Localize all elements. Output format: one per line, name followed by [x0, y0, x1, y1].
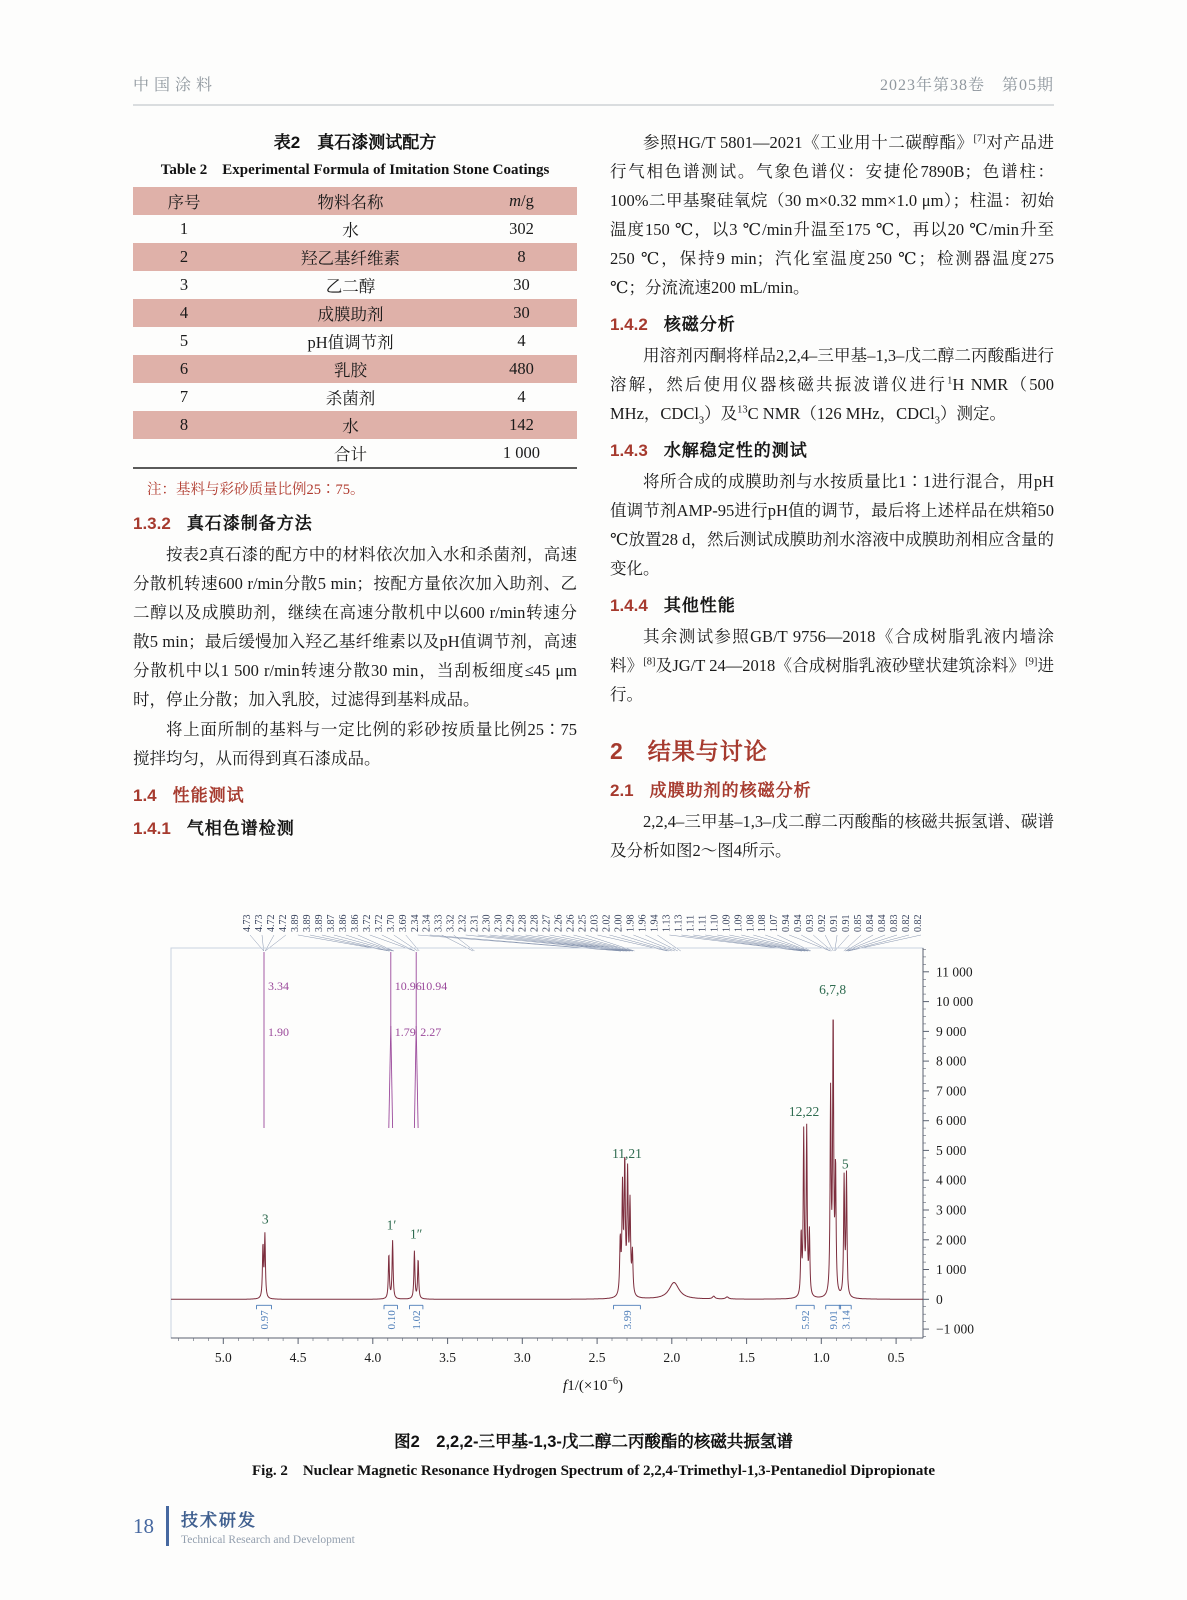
svg-text:3: 3: [261, 1211, 269, 1227]
section-heading-132: [133, 509, 577, 534]
table-row: [133, 215, 577, 243]
section-number: 1.4.1: [133, 819, 171, 838]
svg-text:1.94: 1.94: [649, 914, 661, 932]
table-cell: 水: [342, 221, 359, 240]
svg-text:−1 000: −1 000: [936, 1321, 974, 1337]
svg-text:0.92: 0.92: [817, 914, 829, 932]
two-column-body: [133, 128, 1054, 866]
svg-text:1.96: 1.96: [637, 914, 649, 932]
svg-text:2.00: 2.00: [613, 914, 625, 932]
table-row: [133, 383, 577, 411]
svg-text:10.96: 10.96: [394, 979, 422, 993]
right-column: [610, 128, 1054, 866]
svg-text:3.86: 3.86: [337, 914, 349, 932]
paragraph: 其余测试参照GB/T 9756—2018《合成树脂乳液内墙涂料》[8]及JG/T 24—2018《合成树脂乳液砂壁状建筑涂料》[9]进行。: [610, 627, 1055, 704]
section-title: 水解稳定性的测试: [663, 441, 808, 460]
footer-divider-bar: [166, 1506, 169, 1546]
svg-text:6,7,8: 6,7,8: [819, 982, 847, 998]
svg-text:1.10: 1.10: [709, 914, 721, 932]
svg-text:7 000: 7 000: [936, 1083, 967, 1099]
paragraph: 2,2,4–三甲基–1,3–戊二醇二丙酸酯的核磁共振氢谱、碳谱及分析如图2～图4所示。: [610, 812, 1054, 860]
svg-text:4.5: 4.5: [289, 1350, 307, 1365]
svg-text:4.72: 4.72: [277, 914, 289, 932]
svg-text:2.30: 2.30: [493, 914, 505, 932]
svg-text:5.92: 5.92: [800, 1310, 813, 1330]
section-number: 1.4.3: [610, 441, 648, 460]
table-caption-cn: 表2 真石漆测试配方: [273, 133, 437, 152]
table-cell: 8: [517, 247, 526, 266]
table-cell: 水: [342, 417, 359, 436]
svg-text:5: 5: [841, 1156, 849, 1172]
section-heading-14: [133, 781, 577, 806]
svg-text:3 000: 3 000: [936, 1202, 967, 1218]
table-cell: 7: [179, 387, 189, 406]
section-title: 成膜助剂的核磁分析: [649, 781, 812, 800]
svg-text:2.27: 2.27: [541, 914, 553, 932]
table-row: [133, 299, 577, 327]
svg-text:2.34: 2.34: [421, 914, 433, 932]
section-number: 2.1: [610, 781, 634, 800]
svg-text:6 000: 6 000: [936, 1113, 967, 1129]
paragraph: 按表2真石漆的配方中的材料依次加入水和杀菌剂，高速分散机转速600 r/min分散5 min；按配方量依次加入助剂、乙二醇以及成膜助剂，继续在高速分散机中以600 r/min转速分散5 min；最后缓慢加入羟乙基纤维素以及pH值调节剂，高速分散机中以1 500 r/min转速分散30 min，当刮板细度≤45 μm时，停止分散；加入乳胶，过滤得到基料成品。: [133, 545, 577, 709]
table-note: 注：基料与彩砂质量比例25∶75。: [147, 482, 365, 498]
section-heading-21: [610, 776, 1054, 801]
svg-text:2.28: 2.28: [517, 914, 529, 932]
nmr-spectrum-chart: [133, 876, 1033, 1421]
table-cell: 480: [509, 359, 534, 378]
table-cell: 30: [513, 275, 530, 294]
formula-table-header: [133, 187, 577, 215]
section-title: 其他性能: [663, 596, 736, 615]
page-number: 18: [133, 1513, 154, 1538]
table-cell: 142: [509, 415, 534, 434]
svg-text:1.11: 1.11: [685, 914, 697, 932]
svg-text:3.89: 3.89: [289, 914, 301, 932]
table-cell: 成膜助剂: [317, 305, 384, 324]
svg-text:10 000: 10 000: [936, 994, 974, 1010]
svg-text:4.72: 4.72: [266, 914, 277, 932]
svg-text:12,22: 12,22: [788, 1104, 820, 1120]
svg-text:8 000: 8 000: [936, 1053, 967, 1069]
table-cell: 2: [179, 247, 189, 266]
paragraph: 参照HG/T 5801—2021《工业用十二碳醇酯》[7]对产品进行气相色谱测试。气象色谱仪：安捷伦7890B；色谱柱：100%二甲基聚硅氧烷（30 m×0.32 mm×1.0 μm）；柱温：初始温度150 ℃，以3 ℃/min升温至175 ℃，再以20 ℃/min升至250 ℃，保持9 min；汽化室温度250 ℃；检测器温度275 ℃；分流流速200 mL/min。: [610, 133, 1055, 297]
journal-name: 中国涂料: [133, 77, 218, 94]
svg-text:0.83: 0.83: [889, 914, 900, 932]
svg-text:2.27: 2.27: [420, 1025, 442, 1039]
svg-text:1.5: 1.5: [738, 1350, 756, 1365]
svg-text:2 000: 2 000: [936, 1232, 967, 1248]
svg-text:0.85: 0.85: [853, 914, 865, 932]
column-header: m/g: [509, 191, 534, 210]
table-cell: 乳胶: [334, 361, 368, 380]
svg-text:5.0: 5.0: [214, 1350, 232, 1365]
svg-text:1″: 1″: [410, 1226, 423, 1242]
svg-text:2.26: 2.26: [565, 914, 577, 932]
svg-text:3.14: 3.14: [840, 1310, 853, 1330]
svg-text:3.86: 3.86: [349, 914, 361, 932]
svg-text:3.33: 3.33: [433, 914, 445, 932]
svg-text:2.28: 2.28: [529, 914, 541, 932]
table-row: [133, 327, 577, 355]
table-row: [133, 243, 577, 271]
svg-text:1.07: 1.07: [769, 914, 781, 932]
svg-text:4 000: 4 000: [936, 1172, 967, 1188]
svg-text:0.5: 0.5: [887, 1350, 905, 1365]
section-number: 1.3.2: [133, 514, 171, 533]
total-value: 1 000: [466, 439, 577, 468]
svg-text:2.31: 2.31: [469, 914, 481, 932]
table-cell: 羟乙基纤维素: [301, 249, 401, 268]
table-row: [133, 271, 577, 299]
svg-text:3.34: 3.34: [268, 979, 289, 993]
table-cell: 4: [517, 387, 526, 406]
svg-text:1.0: 1.0: [812, 1350, 830, 1365]
svg-text:3.0: 3.0: [513, 1350, 531, 1365]
section-heading-141: [133, 814, 577, 839]
section-title: 气相色谱检测: [186, 819, 295, 838]
svg-text:1.08: 1.08: [745, 914, 757, 932]
svg-text:1.79: 1.79: [394, 1025, 416, 1039]
paragraph: 用溶剂丙酮将样品2,2,4–三甲基–1,3–戊二醇二丙酸酯进行溶解，然后使用仪器核磁共振波谱仪进行$^1$H NMR（500 MHz，CDCl$_3$）及$^{13}$C NMR（126 MHz，CDCl$_3$）测定。: [610, 346, 1054, 427]
svg-text:2.03: 2.03: [589, 914, 601, 932]
svg-text:4.73: 4.73: [242, 914, 253, 932]
svg-text:1.13: 1.13: [673, 914, 685, 932]
svg-text:2.26: 2.26: [553, 914, 565, 932]
paragraph: 将所合成的成膜助剂与水按质量比1∶1进行混合，用pH值调节剂AMP-95进行pH值的调节，最后将上述样品在烘箱50 ℃放置28 d，然后测试成膜助剂水溶液中成膜助剂相应含量的变化。: [610, 472, 1054, 578]
column-header: 物料名称: [317, 193, 384, 212]
svg-text:0.94: 0.94: [781, 914, 793, 932]
table-cell: pH值调节剂: [307, 333, 394, 352]
table-total-row: [133, 439, 577, 468]
svg-text:1′: 1′: [386, 1217, 397, 1233]
table-cell: 302: [509, 219, 534, 238]
svg-text:2.5: 2.5: [588, 1350, 606, 1365]
section-title: 性能测试: [172, 786, 245, 805]
section-title: 真石漆制备方法: [186, 514, 313, 533]
svg-text:3.72: 3.72: [361, 914, 373, 932]
section-title: 结果与讨论: [647, 738, 768, 764]
svg-text:0: 0: [936, 1291, 943, 1307]
total-label: 合计: [235, 439, 466, 468]
svg-text:0.10: 0.10: [385, 1310, 398, 1330]
table-row: [133, 411, 577, 439]
table-cell: 4: [179, 303, 189, 322]
page-header: [133, 72, 1054, 106]
footer-section-block: [181, 1506, 355, 1546]
svg-text:0.91: 0.91: [841, 914, 853, 932]
table-cell: 1: [179, 219, 189, 238]
svg-text:0.82: 0.82: [913, 914, 924, 932]
svg-text:2.29: 2.29: [505, 914, 517, 932]
table-cell: 30: [513, 303, 530, 322]
svg-text:2.34: 2.34: [409, 914, 421, 932]
page-footer: [133, 1506, 1054, 1546]
svg-text:1.02: 1.02: [411, 1310, 424, 1330]
table-cell: 5: [179, 331, 189, 350]
svg-text:0.84: 0.84: [865, 914, 877, 932]
svg-text:9 000: 9 000: [936, 1023, 967, 1039]
svg-text:1 000: 1 000: [936, 1262, 967, 1277]
svg-text:9.01: 9.01: [828, 1310, 841, 1330]
svg-text:2.25: 2.25: [577, 914, 589, 932]
section-heading-144: [610, 591, 1054, 616]
svg-text:2.0: 2.0: [663, 1350, 681, 1365]
footer-section-en: Technical Research and Development: [181, 1534, 355, 1546]
column-header: 序号: [167, 193, 201, 212]
svg-text:0.82: 0.82: [901, 914, 912, 932]
svg-text:3.89: 3.89: [301, 914, 313, 932]
svg-text:10.94: 10.94: [420, 979, 448, 993]
table-caption-en: Table 2 Experimental Formula of Imitation Stone Coatings: [160, 162, 550, 178]
svg-text:4.0: 4.0: [364, 1350, 382, 1365]
nmr-spectrum-svg-host: [133, 876, 1054, 1426]
paragraph: 将上面所制的基料与一定比例的彩砂按质量比例25∶75搅拌均匀，从而得到真石漆成品。: [133, 720, 577, 768]
section-heading-142: [610, 310, 1054, 335]
table-cell: 杀菌剂: [325, 389, 376, 408]
svg-text:3.5: 3.5: [439, 1350, 457, 1365]
svg-text:0.91: 0.91: [829, 914, 841, 932]
svg-text:0.84: 0.84: [877, 914, 889, 932]
svg-text:3.32: 3.32: [445, 914, 457, 932]
svg-text:1.09: 1.09: [721, 914, 733, 932]
table-cell: 3: [179, 275, 189, 294]
figure-2: [133, 876, 1054, 1480]
svg-text:3.69: 3.69: [397, 914, 409, 932]
svg-text:3.89: 3.89: [313, 914, 325, 932]
section-number: 1.4: [133, 786, 157, 805]
svg-text:3.72: 3.72: [373, 914, 385, 932]
svg-text:2.02: 2.02: [601, 914, 613, 932]
svg-text:0.93: 0.93: [805, 914, 817, 932]
footer-section-cn: 技术研发: [181, 1511, 257, 1530]
svg-text:f1/(×10−6): $f1/(\times 10^{-6})$: [563, 1376, 623, 1394]
section-number: 2: [610, 738, 624, 764]
table-row: [133, 355, 577, 383]
svg-text:1.08: 1.08: [757, 914, 769, 932]
svg-text:2.30: 2.30: [481, 914, 493, 932]
section-heading-2: [610, 733, 1054, 766]
svg-text:2.32: 2.32: [457, 914, 469, 932]
section-title: 核磁分析: [663, 315, 736, 334]
formula-table: [133, 187, 577, 469]
svg-text:1.13: 1.13: [661, 914, 673, 932]
svg-text:11 000: 11 000: [936, 964, 973, 980]
table-cell: 乙二醇: [325, 277, 376, 296]
table-cell: 4: [517, 331, 526, 350]
section-number: 1.4.2: [610, 315, 648, 334]
figure-caption-cn: 图2 2,2,2-三甲基-1,3-戊二醇二丙酸酯的核磁共振氢谱: [394, 1433, 793, 1451]
table-cell: [133, 439, 235, 468]
svg-text:1.09: 1.09: [733, 914, 745, 932]
svg-text:3.87: 3.87: [325, 914, 337, 932]
svg-text:0.94: 0.94: [793, 914, 805, 932]
formula-table-body: [133, 215, 577, 468]
svg-text:1.98: 1.98: [625, 914, 637, 932]
svg-text:0.97: 0.97: [259, 1310, 271, 1330]
svg-text:3.70: 3.70: [385, 914, 397, 932]
svg-text:5 000: 5 000: [936, 1142, 967, 1158]
table-cell: 6: [179, 359, 189, 378]
issue-info: 2023年第38卷 第05期: [879, 77, 1054, 94]
section-heading-143: [610, 436, 1054, 461]
svg-text:4.73: 4.73: [254, 914, 265, 932]
svg-text:3.99: 3.99: [622, 1310, 634, 1330]
svg-text:1.90: 1.90: [268, 1025, 289, 1039]
svg-text:11,21: 11,21: [612, 1145, 642, 1161]
figure-caption-en: Fig. 2 Nuclear Magnetic Resonance Hydrogen Spectrum of 2,2,4-Trimethyl-1,3-Pentanediol Dipropionate: [252, 1463, 935, 1479]
svg-text:1.11: 1.11: [697, 914, 709, 932]
table-cell: 8: [179, 415, 189, 434]
section-number: 1.4.4: [610, 596, 648, 615]
left-column: [133, 128, 577, 866]
